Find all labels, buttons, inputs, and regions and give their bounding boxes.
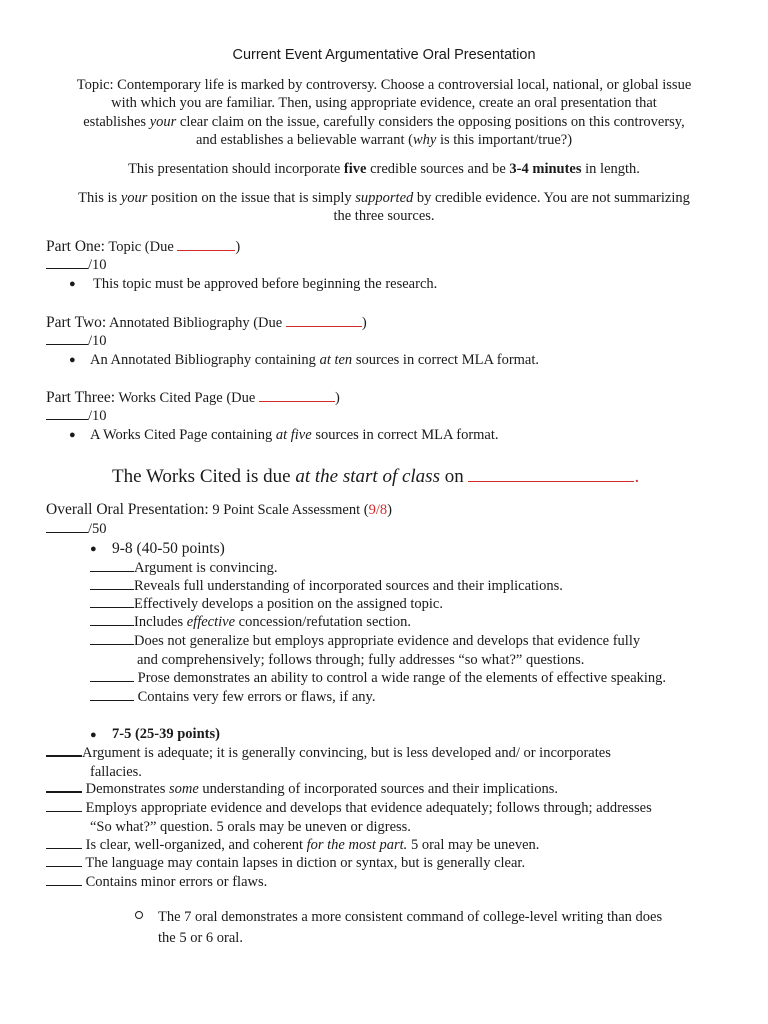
part-one-score: /10: [46, 257, 107, 274]
band-7-5-item-cont: “So what?” question. 5 orals may be uneven or digress.: [90, 819, 411, 835]
band-9-8-item: Effectively develops a position on the assigned topic.: [90, 596, 443, 613]
band-9-8-item: Does not generalize but employs appropriate evidence and develops that evidence fully: [90, 633, 640, 650]
check-blank[interactable]: [90, 570, 134, 572]
band-7-5-heading: 7-5 (25-39 points): [112, 726, 220, 742]
topic-line-3: establishes your clear claim on the issue, carefully considers the opposing positions on this controversy,: [83, 113, 685, 130]
document-title: Current Event Argumentative Oral Presentation: [232, 47, 536, 63]
band-9-8-item: Includes effective concession/refutation section.: [90, 614, 411, 631]
check-blank[interactable]: [46, 865, 82, 867]
band-7-5-item: The language may contain lapses in diction or syntax, but is generally clear.: [46, 855, 525, 872]
check-blank[interactable]: [46, 847, 82, 849]
check-blank[interactable]: [46, 810, 82, 812]
band-9-8-heading: 9-8 (40-50 points): [112, 540, 225, 557]
check-blank[interactable]: [90, 606, 134, 608]
part-two-score: /10: [46, 333, 107, 350]
hollow-bullet-icon: [135, 911, 143, 919]
band-7-5-item: Argument is adequate; it is generally convincing, but is less developed and/ or incorporates: [46, 745, 611, 762]
part-three-due-blank[interactable]: [259, 400, 335, 402]
check-blank[interactable]: [90, 680, 134, 682]
check-blank[interactable]: [90, 624, 134, 626]
check-blank[interactable]: [46, 754, 82, 757]
part-two-bullet: An Annotated Bibliography containing at ten sources in correct MLA format.: [90, 352, 540, 368]
part-one-due-blank[interactable]: [177, 249, 235, 251]
band-9-8-item: Argument is convincing.: [90, 560, 278, 577]
requirement-paragraph: This presentation should incorporate five credible sources and be 3-4 minutes in length.: [128, 161, 640, 177]
topic-line-2: with which you are familiar. Then, using appropriate evidence, create an oral presentation that: [111, 95, 657, 112]
part-three-heading: Part Three: Works Cited Page (Due ): [46, 389, 340, 406]
check-blank[interactable]: [46, 884, 82, 886]
topic-line-1: Topic: Contemporary life is marked by controversy. Choose a controversial local, national, or global issue: [76, 77, 692, 93]
part-one-heading: Part One: Topic (Due ): [46, 238, 241, 255]
band-7-5-item: Is clear, well-organized, and coherent for the most part. 5 oral may be uneven.: [46, 837, 539, 854]
topic-line-4: and establishes a believable warrant (why is this important/true?): [195, 131, 573, 148]
bullet-dot-icon: ●: [90, 729, 97, 741]
bullet-dot-icon: ●: [69, 278, 76, 290]
part-two-due-blank[interactable]: [286, 325, 362, 327]
position-paragraph: This is your position on the issue that is simply supported by credible evidence. You are not summarizing the three sources.: [78, 190, 690, 225]
part-one-bullet: This topic must be approved before beginning the research.: [93, 276, 438, 292]
bullet-dot-icon: ●: [69, 429, 76, 441]
check-blank[interactable]: [90, 699, 134, 701]
band-7-5-item: Contains minor errors or flaws.: [46, 874, 267, 891]
note-line-2: the 5 or 6 oral.: [158, 930, 243, 946]
band-9-8-item: Prose demonstrates an ability to control a wide range of the elements of effective speaking.: [90, 670, 666, 687]
part-three-score-blank[interactable]: [46, 418, 88, 420]
band-7-5-item: Demonstrates some understanding of incorporated sources and their implications.: [46, 781, 558, 798]
overall-score-blank[interactable]: [46, 531, 88, 533]
part-two-heading: Part Two: Annotated Bibliography (Due ): [46, 314, 367, 331]
check-blank[interactable]: [90, 643, 134, 645]
band-9-8-item: Contains very few errors or flaws, if any.: [90, 689, 375, 706]
band-9-8-item: Reveals full understanding of incorporated sources and their implications.: [90, 578, 563, 595]
part-three-score: /10: [46, 408, 107, 425]
band-7-5-item: Employs appropriate evidence and develops that evidence adequately; follows through; addresses: [46, 800, 652, 817]
check-blank[interactable]: [90, 588, 134, 590]
note-line-1: The 7 oral demonstrates a more consistent command of college-level writing than does: [158, 909, 663, 925]
overall-heading: Overall Oral Presentation: 9 Point Scale Assessment (9/8): [46, 501, 392, 518]
works-cited-deadline: The Works Cited is due at the start of class on .: [112, 466, 640, 487]
band-7-5-item-cont: fallacies.: [90, 764, 142, 780]
part-three-bullet: A Works Cited Page containing at five sources in correct MLA format.: [90, 427, 499, 443]
band-9-8-item-cont: and comprehensively; follows through; fully addresses “so what?” questions.: [137, 652, 585, 668]
overall-score: /50: [46, 521, 107, 538]
topic-paragraph: [40, 76, 728, 149]
part-two-score-blank[interactable]: [46, 343, 88, 345]
bullet-dot-icon: ●: [90, 543, 97, 555]
works-cited-date-blank[interactable]: [468, 480, 634, 482]
part-one-score-blank[interactable]: [46, 267, 88, 269]
check-blank[interactable]: [46, 790, 82, 793]
bullet-dot-icon: ●: [69, 354, 76, 366]
